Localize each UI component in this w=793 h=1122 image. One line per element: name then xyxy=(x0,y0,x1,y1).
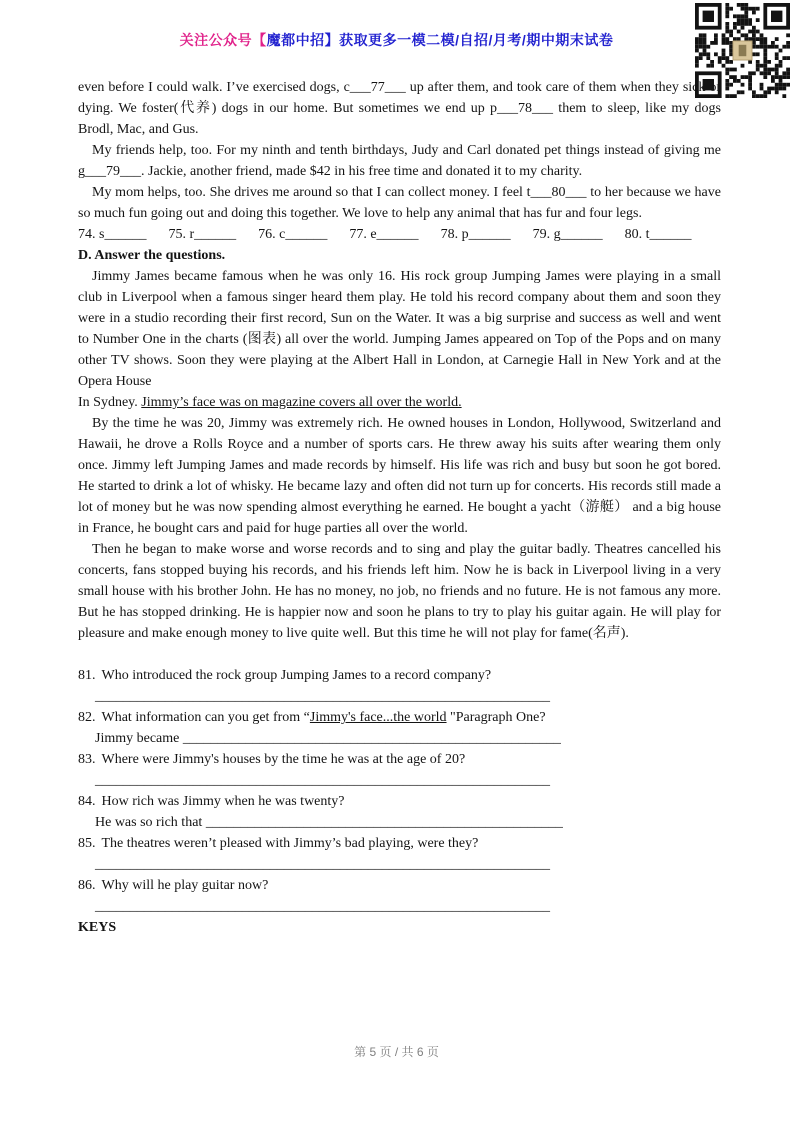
wechat-banner xyxy=(0,30,793,50)
question-84-text: How rich was Jimmy when he was twenty? xyxy=(101,794,345,809)
question-84-number: 84. xyxy=(78,794,96,809)
keys-heading: KEYS xyxy=(78,920,117,935)
cloze-answer-blanks-row xyxy=(78,224,721,245)
passage-paragraph-1: Jimmy James became famous when he was only 16. His rock group Jumping James were playing in a small club in Liverpool when a famous singer heard them play. He told his record company about them and soon they were in a studio recording their first record, Sun on the Water. It was a big surprise and success as well and went to Number One in the charts (图表) all over the world. Jumping James appeared on Top of the Pops and on many other TV shows. Soon they were playing at the Albert Hall in London, at Carnegie Hall in New York and at the Opera House xyxy=(78,269,721,389)
question-82-answer-line xyxy=(78,728,721,749)
blank-80: 80. t______ xyxy=(624,227,692,242)
question-86-number: 86. xyxy=(78,878,96,893)
question-86-answer-line: _________________________________________________________________ xyxy=(95,899,550,914)
question-list xyxy=(78,665,721,917)
blank-75: 75. r______ xyxy=(168,227,237,242)
cloze-paragraph-1: even before I could walk. I’ve exercised dogs, c___77___ up after them, and took care of them when they sick or dying. We foster(代养) dogs in our home. But sometimes we end up p___78___ them to sleep, like my dogs Brodl, Mac, and Gus. xyxy=(78,80,721,137)
question-81-text: Who introduced the rock group Jumping James to a record company? xyxy=(101,668,492,683)
section-d-title: D. Answer the questions. xyxy=(78,248,226,263)
question-82-text-after: "Paragraph One? xyxy=(446,710,546,725)
question-81 xyxy=(78,665,721,686)
question-83 xyxy=(78,749,721,770)
sydney-underlined-text: Jimmy’s face was on magazine covers all over the world. xyxy=(141,395,462,410)
question-86-text: Why will he play guitar now? xyxy=(101,878,269,893)
question-85-answer-line: _________________________________________________________________ xyxy=(95,857,550,872)
question-82 xyxy=(78,707,721,728)
question-81-answer-line: _________________________________________________________________ xyxy=(95,689,550,704)
passage-paragraph-3: Then he began to make worse and worse records and to sing and play the guitar badly. Theatres cancelled his concerts, fans stopped buying his records, and his friends left him. Now he is back in Liverpool living in a very small house with his brother John. He has no money, no job, no friends and no future. He is not famous any more. But he has stopped drinking. He is happier now and soon he plans to try to play his guitar again. He will play for pleasure and make enough money to live quite well. But this time he will not play for fame(名声). xyxy=(78,542,721,641)
blank-74: 74. s______ xyxy=(78,227,147,242)
cloze-paragraph-2: My friends help, too. For my ninth and tenth birthdays, Judy and Carl donated pet things instead of giving me g___79___. Jackie, another friend, made $42 in his free time and donated it to my charity. xyxy=(78,143,721,179)
blank-79: 79. g______ xyxy=(532,227,603,242)
page-number-footer: 第 5 页 / 共 6 页 xyxy=(354,1045,439,1059)
question-83-text: Where were Jimmy's houses by the time he was at the age of 20? xyxy=(101,752,466,767)
question-85 xyxy=(78,833,721,854)
question-82-number: 82. xyxy=(78,710,96,725)
blank-78: 78. p______ xyxy=(440,227,511,242)
question-82-answer-prefix: Jimmy became xyxy=(95,731,183,746)
question-83-number: 83. xyxy=(78,752,96,767)
question-81-number: 81. xyxy=(78,668,96,683)
question-82-answer-blank: ______________________________________________________ xyxy=(182,731,561,746)
question-84-answer-blank: ___________________________________________________ xyxy=(205,815,563,830)
question-82-text xyxy=(102,707,546,728)
question-86 xyxy=(78,875,721,896)
blank-76: 76. c______ xyxy=(258,227,328,242)
question-84 xyxy=(78,791,721,812)
document-body xyxy=(78,77,721,938)
banner-text-blue: 魔都中招】获取更多一模二模/自招/月考/期中期末试卷 xyxy=(266,32,614,48)
question-82-text-before: What information can you get from “ xyxy=(101,710,310,725)
sydney-plain-text: In Sydney. xyxy=(78,395,142,410)
question-84-answer-line xyxy=(78,812,721,833)
question-84-answer-prefix: He was so rich that xyxy=(95,815,206,830)
blank-77: 77. e______ xyxy=(349,227,419,242)
banner-text-magenta: 关注公众号【 xyxy=(179,32,267,48)
question-82-text-underlined: Jimmy's face...the world xyxy=(309,710,447,725)
question-85-number: 85. xyxy=(78,836,96,851)
passage-paragraph-2: By the time he was 20, Jimmy was extremely rich. He owned houses in London, Hollywood, Switzerland and Hawaii, he drove a Rolls Royce and a number of sports cars. He threw away his suits after wearing them only once. Jimmy left Jumping James and made records by himself. His life was rich and busy but soon he got bored. He started to drink a lot of whisky. He became lazy and often did not turn up for concerts. His records still made a lot of money but he was now spending almost everything he earned. He bought a yacht（游艇） and a big house in France, he bought cars and paid for huge parties all over the world. xyxy=(78,416,721,536)
question-85-text: The theatres weren’t pleased with Jimmy’s bad playing, were they? xyxy=(101,836,479,851)
question-83-answer-line: _________________________________________________________________ xyxy=(95,773,550,788)
passage-paragraph-1-continued xyxy=(78,392,721,413)
cloze-paragraph-3: My mom helps, too. She drives me around so that I can collect money. I feel t___80___ to her because we have so much fun going out and doing this together. We love to help any animal that has fur and four legs. xyxy=(78,185,721,221)
